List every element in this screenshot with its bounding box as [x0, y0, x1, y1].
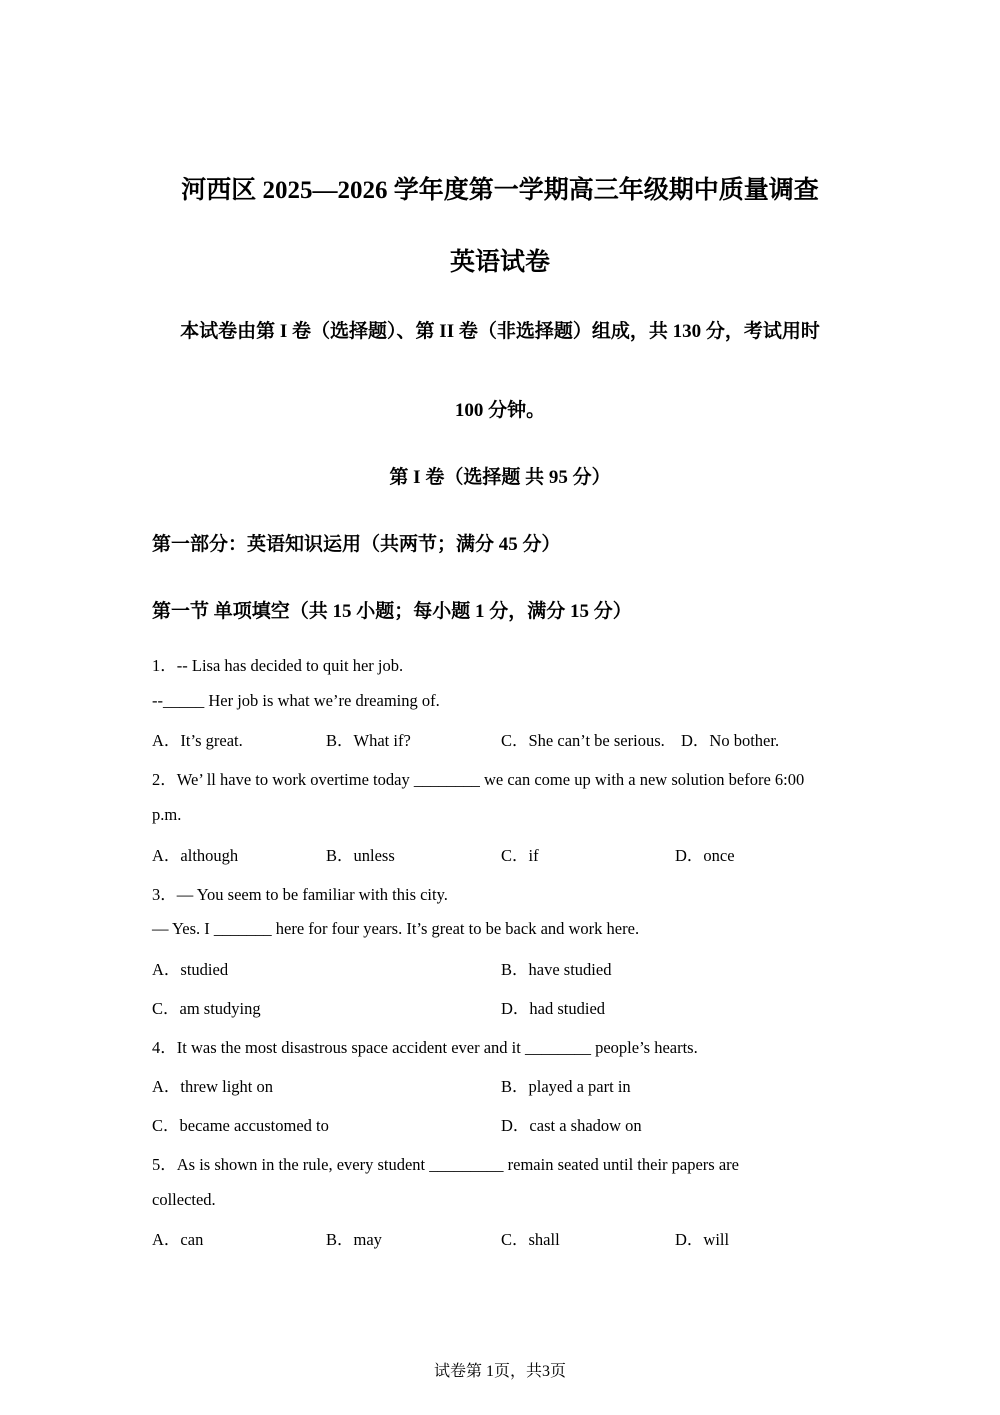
page-footer: 试卷第 1页，共3页 — [433, 1363, 566, 1380]
question-2-option-a: A．although — [152, 846, 239, 865]
question-2-stem: 2．We’ ll have to work overtime today ________ we can come up with a new solution before 6:00 — [152, 770, 805, 789]
question-3-option-c: C．am studying — [152, 999, 261, 1018]
question-1-option-d: D．No bother. — [681, 731, 780, 750]
question-3-option-b: B．have studied — [501, 960, 612, 979]
question-4-option-a: A．threw light on — [152, 1077, 273, 1096]
exam-intro-line1: 本试卷由第 I 卷（选择题）、第 II 卷（非选择题）组成，共 130 分，考试用时 — [180, 321, 820, 342]
question-2-option-b: B．unless — [326, 846, 395, 865]
question-5-option-a: A．can — [152, 1230, 204, 1249]
question-5-option-c: C．shall — [501, 1230, 560, 1249]
question-4-option-d: D．cast a shadow on — [501, 1116, 642, 1135]
question-5-stem: 5．As is shown in the rule, every student _________ remain seated until their papers are — [152, 1155, 739, 1174]
question-3-stem: 3．— You seem to be familiar with this city. — [152, 885, 448, 904]
question-2-stem-line2: p.m. — [152, 805, 182, 824]
question-1-option-a: A．It’s great. — [152, 731, 243, 750]
question-5-option-b: B．may — [326, 1230, 382, 1249]
question-4-option-b: B．played a part in — [501, 1077, 631, 1096]
question-5-option-d: D．will — [675, 1230, 730, 1249]
question-4-option-c: C．became accustomed to — [152, 1116, 329, 1135]
question-1-stem: 1．-- Lisa has decided to quit her job. — [152, 656, 404, 675]
question-5-stem-line2: collected. — [152, 1190, 216, 1209]
exam-title: 河西区 2025—2026 学年度第一学期高三年级期中质量调查 — [181, 177, 819, 204]
question-3-stem-line2: — Yes. I _______ here for four years. It’s great to be back and work here. — [152, 919, 640, 938]
subsection-heading: 第一节 单项填空（共 15 小题；每小题 1 分，满分 15 分） — [152, 601, 632, 622]
question-1-option-b: B．What if? — [326, 731, 411, 750]
exam-subject: 英语试卷 — [449, 249, 550, 276]
question-4-stem: 4．It was the most disastrous space accident ever and it ________ people’s hearts. — [152, 1038, 698, 1057]
question-1-option-c: C．She can’t be serious. — [501, 731, 665, 750]
question-2-option-c: C．if — [501, 846, 539, 865]
part-heading: 第 I 卷（选择题 共 95 分） — [389, 467, 611, 488]
question-1-stem-line2: --_____ Her job is what we’re dreaming of. — [152, 691, 440, 710]
exam-intro-line2: 100 分钟。 — [454, 400, 546, 421]
question-2-option-d: D．once — [675, 846, 735, 865]
section-heading: 第一部分：英语知识运用（共两节；满分 45 分） — [152, 534, 561, 555]
question-3-option-d: D．had studied — [501, 999, 606, 1018]
question-3-option-a: A．studied — [152, 960, 229, 979]
